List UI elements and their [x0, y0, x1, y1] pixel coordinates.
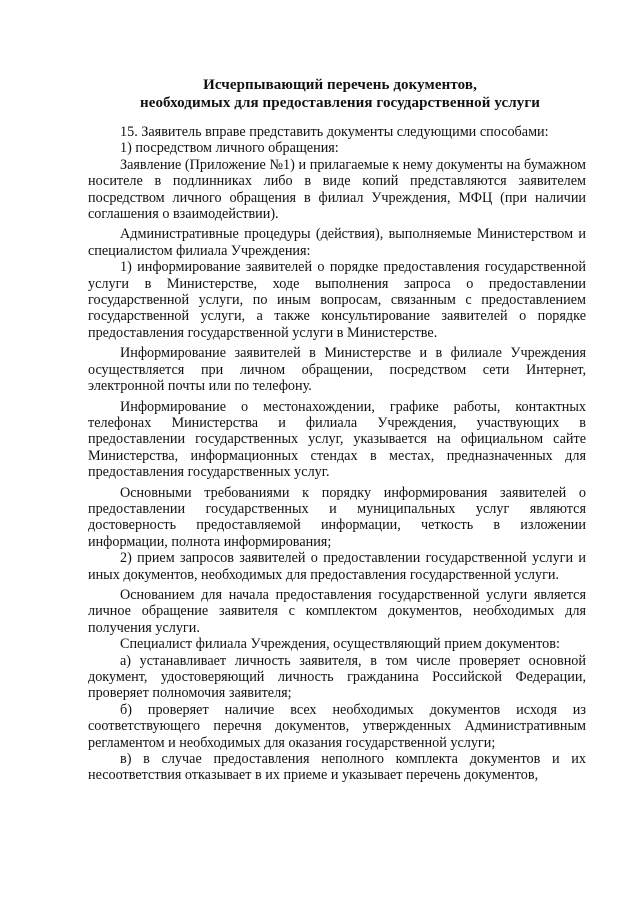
paragraph: 1) информирование заявителей о порядке предоставления государственной услуги в Министерстве, ходе выполнения запроса о предоставлении государственной услуги, по иным вопросам, связанным с предоставлением государственной услуги, а также консультирование заявителей о порядке предоставления государственной услуги в Министерстве. — [88, 259, 586, 341]
paragraph: Административные процедуры (действия), выполняемые Министерством и специалистом филиала Учреждения: — [88, 226, 586, 259]
document-title-line-1: Исчерпывающий перечень документов, — [203, 77, 477, 93]
paragraph: 15. Заявитель вправе представить документы следующими способами: — [120, 124, 549, 140]
document-body — [88, 124, 586, 784]
document-title-line-2: необходимых для предоставления государственной услуги — [139, 95, 541, 111]
paragraph: Основными требованиями к порядку информирования заявителей о предоставлении государственных и муниципальных услуг являются достоверность предоставляемой информации, четкость в изложении информации, полнота информирования; — [88, 484, 586, 550]
paragraph: 2) прием запросов заявителей о предоставлении государственной услуги и иных документов, необходимых для предоставления государственной услуги. — [88, 550, 586, 583]
paragraph: Основанием для начала предоставления государственной услуги является личное обращение заявителя с комплектом документов, необходимых для получения услуги. — [88, 586, 586, 636]
paragraph: б) проверяет наличие всех необходимых документов исходя из соответствующего перечня документов, утвержденных Административным регламентом и необходимых для оказания государственной услуги; — [88, 701, 586, 751]
paragraph: в) в случае предоставления неполного комплекта документов и их несоответствия отказывает в их приеме и указывает перечень документов, — [88, 751, 586, 784]
paragraph: Специалист филиала Учреждения, осуществляющий прием документов: — [120, 636, 560, 653]
paragraph: Информирование о местонахождении, графике работы, контактных телефонах Министерства и филиала Учреждения, участвующих в предоставлении государственных услуг, указывается на официальном сайте Министерства, информационных стендах в местах, предназначенных для предоставления государственных услуг. — [88, 398, 586, 481]
paragraph: Информирование заявителей в Министерстве и в филиале Учреждения осуществляется при личном обращении, посредством сети Интернет, электронной почты или по телефону. — [88, 345, 586, 395]
paragraph: Заявление (Приложение №1) и прилагаемые к нему документы на бумажном носителе в подлинниках либо в виде копий представляются заявителем посредством личного обращения в филиал Учреждения, МФЦ (при наличии соглашения о взаимодействии). — [88, 156, 586, 223]
paragraph: 1) посредством личного обращения: — [120, 140, 339, 157]
paragraph: а) устанавливает личность заявителя, в том числе проверяет основной документ, удостоверяющий личность гражданина Российской Федерации, проверяет полномочия заявителя; — [88, 652, 586, 702]
